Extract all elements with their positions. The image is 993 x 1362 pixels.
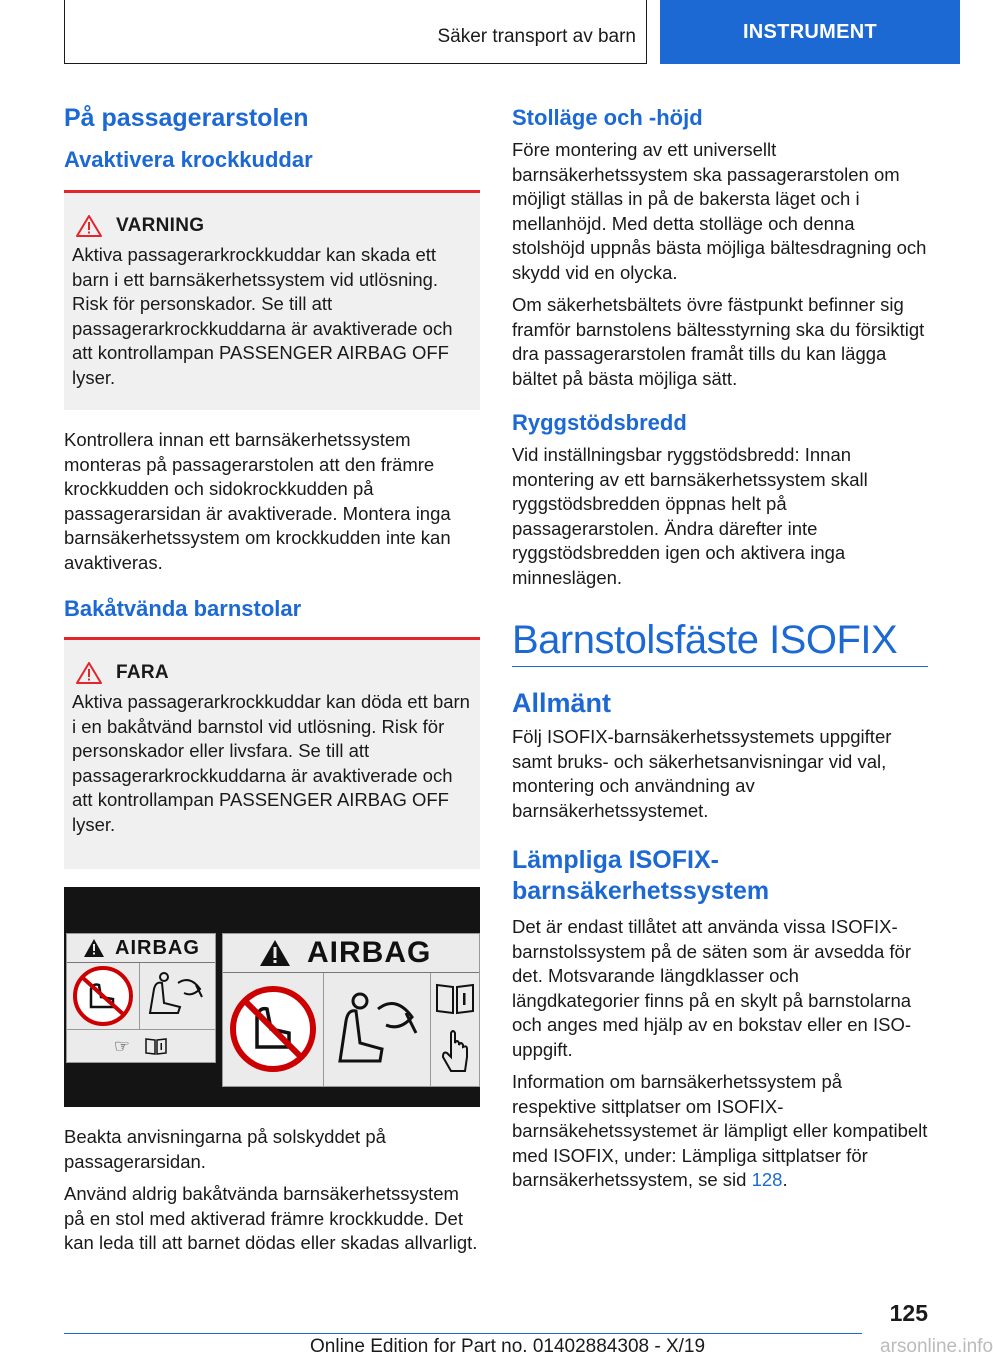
warning-triangle-icon <box>76 662 102 684</box>
warning-triangle-icon <box>76 215 102 237</box>
seat-airbag-icon <box>140 963 214 1029</box>
heading-passenger-seat: På passagerarstolen <box>64 104 309 132</box>
seat-airbag-icon <box>324 973 430 1086</box>
paragraph: Beakta anvisningarna på solskyddet på passagerarsidan. <box>64 1126 386 1172</box>
warning-text: Aktiva passagerarkrockkuddar kan skada ett barn i ett barnsäkerhetssystem vid utlösning. Risk för personskador. Se till att passagerarkrockkuddarna är avaktiverade och att kontrollampan PASSENGER AIRBAG OFF lyser. <box>72 244 453 388</box>
paragraph: Använd aldrig bakåtvända barnsäkerhetssystem på en stol med aktiverad främre krockkudde. Det kan leda till att barnet dödas eller skadas allvarligt. <box>64 1183 478 1253</box>
airbag-label-title: AIRBAG <box>115 936 200 959</box>
manual-book-icon <box>144 1037 168 1055</box>
subheading-seat-position: Stolläge och -höjd <box>512 105 703 130</box>
subheading-general: Allmänt <box>512 688 612 718</box>
manual-book-icon <box>431 973 479 1023</box>
paragraph: Vid inställningsbar ryggstödsbredd: Innan montering av ett barnsäkerhetssystem skall ryggstödsbredden öppnas helt på passagerarstolen. Ändra därefter inte ryggstödsbredden igen och aktivera inga minneslägen. <box>512 444 868 588</box>
subheading-rear-facing: Bakåtvända barnstolar <box>64 596 302 621</box>
warning-title: VARNING <box>116 215 205 236</box>
title-divider <box>512 666 928 667</box>
no-child-seat-icon <box>223 973 323 1086</box>
footer-divider <box>64 1333 862 1334</box>
no-child-seat-icon <box>67 963 139 1029</box>
paragraph: Det är endast tillåtet att använda vissa ISOFIX-barnstolssystem på de säten som är avsedda för det. Motsvarande längdklasser och längdkategorier finns på en skylt på barnstolarna och anges med hjälp av en bokstav eller en ISO-uppgift. <box>512 916 912 1060</box>
paragraph: Om säkerhetsbältets övre fästpunkt befinner sig framför barnstolens bältesstyrning ska du försiktigt dra passagerarstolen framåt tills du kan lägga bältet på bästa möjliga sätt. <box>512 294 925 389</box>
footer-edition: Online Edition for Part no. 01402884308 - X/19 <box>310 1336 706 1357</box>
subheading-deactivate-airbags: Avaktivera krockkuddar <box>64 147 313 172</box>
chapter-title: Säker transport av barn <box>437 26 636 47</box>
airbag-label-large <box>222 933 480 1087</box>
paragraph: Följ ISOFIX-barnsäkerhetssystemets uppgifter samt bruks- och säkerhetsanvisningar vid val, montering och användning av barnsäkerhetssystemet. <box>512 726 892 821</box>
section-title-isofix: Barnstolsfäste ISOFIX <box>512 618 898 662</box>
paragraph: Kontrollera innan ett barnsäkerhetssystem monteras på passagerarstolen att den främre krockkudden och sidokrockkudden på passagerarsidan är avaktiverade. Montera inga barnsäkerhetssystem om krockkudden inte kan avaktiveras. <box>64 429 451 573</box>
danger-box <box>64 637 480 869</box>
subheading-backrest-width: Ryggstödsbredd <box>512 410 687 435</box>
watermark-logo: arsonline.info <box>880 1336 993 1357</box>
warning-box <box>64 190 480 410</box>
page-header <box>0 0 960 66</box>
paragraph-with-link: Information om barnsäkerhetssystem på respektive sittplatser om ISOFIX-barnsäkehetssystemet är lämpligt eller kompatibelt med ISOFIX, under: Lämpliga sittplatser för barnsäkerhetssystem, se sid 128. <box>512 1071 928 1190</box>
left-column <box>64 100 480 1264</box>
airbag-label-title: AIRBAG <box>307 936 432 969</box>
page-reference-link[interactable]: 128 <box>751 1169 783 1190</box>
exclamation-triangle-icon <box>83 938 105 958</box>
right-column <box>512 100 928 1201</box>
danger-title: FARA <box>116 662 169 683</box>
hand-pointing-icon <box>431 1025 479 1085</box>
section-tab[interactable]: INSTRUMENT <box>660 0 960 64</box>
page-number: 125 <box>889 1300 928 1326</box>
hand-pointing-icon: ☞ <box>113 1035 131 1056</box>
danger-text: Aktiva passagerarkrockkuddar kan döda ett barn i en bakåtvänd barnstol vid utlösning. Risk för personskador eller livsfara. Se till att passagerarkrockkuddarna är avaktiverade och att kontrollampan PASSENGER AIRBAG OFF lyser. <box>72 691 470 835</box>
exclamation-triangle-icon <box>259 939 291 967</box>
airbag-label-small <box>66 933 216 1063</box>
paragraph: Före montering av ett universellt barnsäkerhetssystem ska passagerarstolen om möjligt ställas in på de bakersta läget och i mellanhöjd. Med detta stolläge och denna stolshöjd uppnås bästa möjliga bältesdragning och skydd vid en olycka. <box>512 139 927 283</box>
airbag-label-image <box>64 887 480 1107</box>
subheading-suitable-isofix: Lämpliga ISOFIX-barnsäkerhetssystem <box>512 846 770 905</box>
header-frame <box>64 0 647 64</box>
